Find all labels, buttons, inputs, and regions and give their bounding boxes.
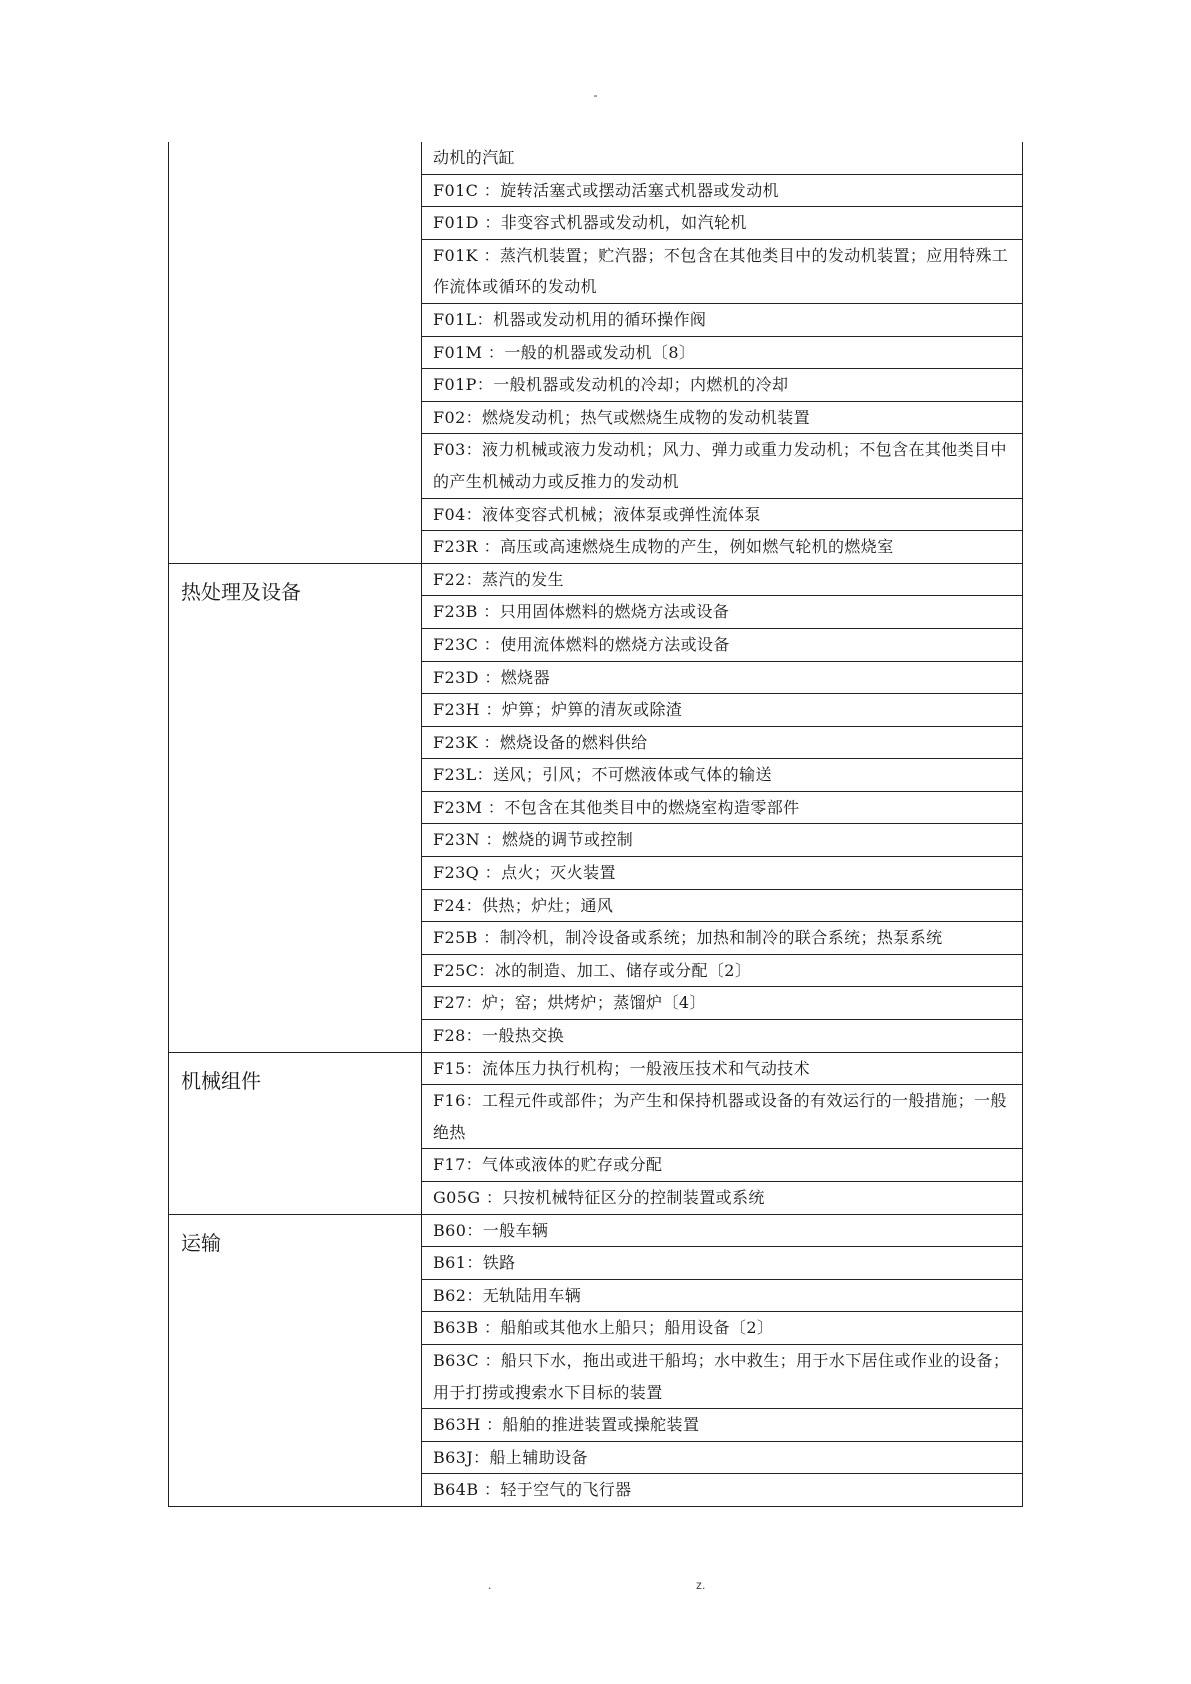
category-cell xyxy=(169,142,422,563)
classification-entry: F01D ：非变容式机器或发动机，如汽轮机 xyxy=(422,207,1023,240)
classification-entry: F25C：冰的制造、加工、储存或分配〔2〕 xyxy=(422,954,1023,987)
classification-entry: F23K ：燃烧设备的燃料供给 xyxy=(422,726,1023,759)
classification-entry: F01P：一般机器或发动机的冷却；内燃机的冷却 xyxy=(422,369,1023,402)
classification-entry: B62：无轨陆用车辆 xyxy=(422,1279,1023,1312)
table-row xyxy=(169,1052,1023,1085)
page-header-mark: - xyxy=(593,88,598,102)
classification-table xyxy=(168,142,1023,1507)
classification-entry: F24：供热；炉灶；通风 xyxy=(422,889,1023,922)
classification-entry: F23L：送风；引风；不可燃液体或气体的输送 xyxy=(422,759,1023,792)
classification-entry: B63C ：船只下水，拖出或进干船坞；水中救生；用于水下居住或作业的设备；用于打捞或搜索水下目标的装置 xyxy=(422,1344,1023,1408)
classification-entry: F23B ：只用固体燃料的燃烧方法或设备 xyxy=(422,596,1023,629)
table-row xyxy=(169,142,1023,174)
classification-entry: F01L：机器或发动机用的循环操作阀 xyxy=(422,303,1023,336)
classification-entry: F27：炉；窑；烘烤炉；蒸馏炉〔4〕 xyxy=(422,987,1023,1020)
classification-entry: F01C ：旋转活塞式或摆动活塞式机器或发动机 xyxy=(422,174,1023,207)
classification-entry: F23R ：高压或高速燃烧生成物的产生，例如燃气轮机的燃烧室 xyxy=(422,531,1023,564)
classification-table-body xyxy=(169,142,1023,1506)
classification-entry: F23M ：不包含在其他类目中的燃烧室构造零部件 xyxy=(422,791,1023,824)
classification-entry: F15：流体压力执行机构；一般液压技术和气动技术 xyxy=(422,1052,1023,1085)
category-cell: 机械组件 xyxy=(169,1052,422,1214)
classification-entry: F23D ：燃烧器 xyxy=(422,661,1023,694)
classification-entry: F23H ：炉箅；炉箅的清灰或除渣 xyxy=(422,694,1023,727)
classification-entry: F16：工程元件或部件；为产生和保持机器或设备的有效运行的一般措施；一般绝热 xyxy=(422,1085,1023,1149)
classification-entry: F22：蒸汽的发生 xyxy=(422,563,1023,596)
classification-entry: F01M ：一般的机器或发动机〔8〕 xyxy=(422,336,1023,369)
classification-entry: F28：一般热交换 xyxy=(422,1020,1023,1053)
classification-entry: B63B ：船舶或其他水上船只；船用设备〔2〕 xyxy=(422,1312,1023,1345)
classification-entry: G05G ：只按机械特征区分的控制装置或系统 xyxy=(422,1182,1023,1215)
classification-entry: B64B ：轻于空气的飞行器 xyxy=(422,1474,1023,1507)
category-cell: 热处理及设备 xyxy=(169,563,422,1052)
footer-right-mark: z. xyxy=(696,1578,706,1592)
classification-entry: F23Q ：点火；灭火装置 xyxy=(422,857,1023,890)
footer-left-mark: . xyxy=(488,1578,492,1592)
classification-entry: 动机的汽缸 xyxy=(422,142,1023,174)
classification-entry: B63J：船上辅助设备 xyxy=(422,1441,1023,1474)
classification-entry: F17：气体或液体的贮存或分配 xyxy=(422,1149,1023,1182)
classification-entry: B60：一般车辆 xyxy=(422,1214,1023,1247)
classification-entry: B63H ：船舶的推进装置或操舵装置 xyxy=(422,1409,1023,1442)
classification-entry: F23C ：使用流体燃料的燃烧方法或设备 xyxy=(422,628,1023,661)
classification-entry: B61：铁路 xyxy=(422,1247,1023,1280)
classification-entry: F23N ：燃烧的调节或控制 xyxy=(422,824,1023,857)
classification-entry: F01K ：蒸汽机装置；贮汽器；不包含在其他类目中的发动机装置；应用特殊工作流体或循环的发动机 xyxy=(422,239,1023,303)
table-row xyxy=(169,1214,1023,1247)
classification-entry: F02：燃烧发动机；热气或燃烧生成物的发动机装置 xyxy=(422,401,1023,434)
table-row xyxy=(169,563,1023,596)
classification-entry: F03：液力机械或液力发动机；风力、弹力或重力发动机；不包含在其他类目中的产生机械动力或反推力的发动机 xyxy=(422,434,1023,498)
classification-entry: F04：液体变容式机械；液体泵或弹性流体泵 xyxy=(422,498,1023,531)
category-cell: 运输 xyxy=(169,1214,422,1506)
classification-entry: F25B ：制冷机，制冷设备或系统；加热和制冷的联合系统；热泵系统 xyxy=(422,922,1023,955)
